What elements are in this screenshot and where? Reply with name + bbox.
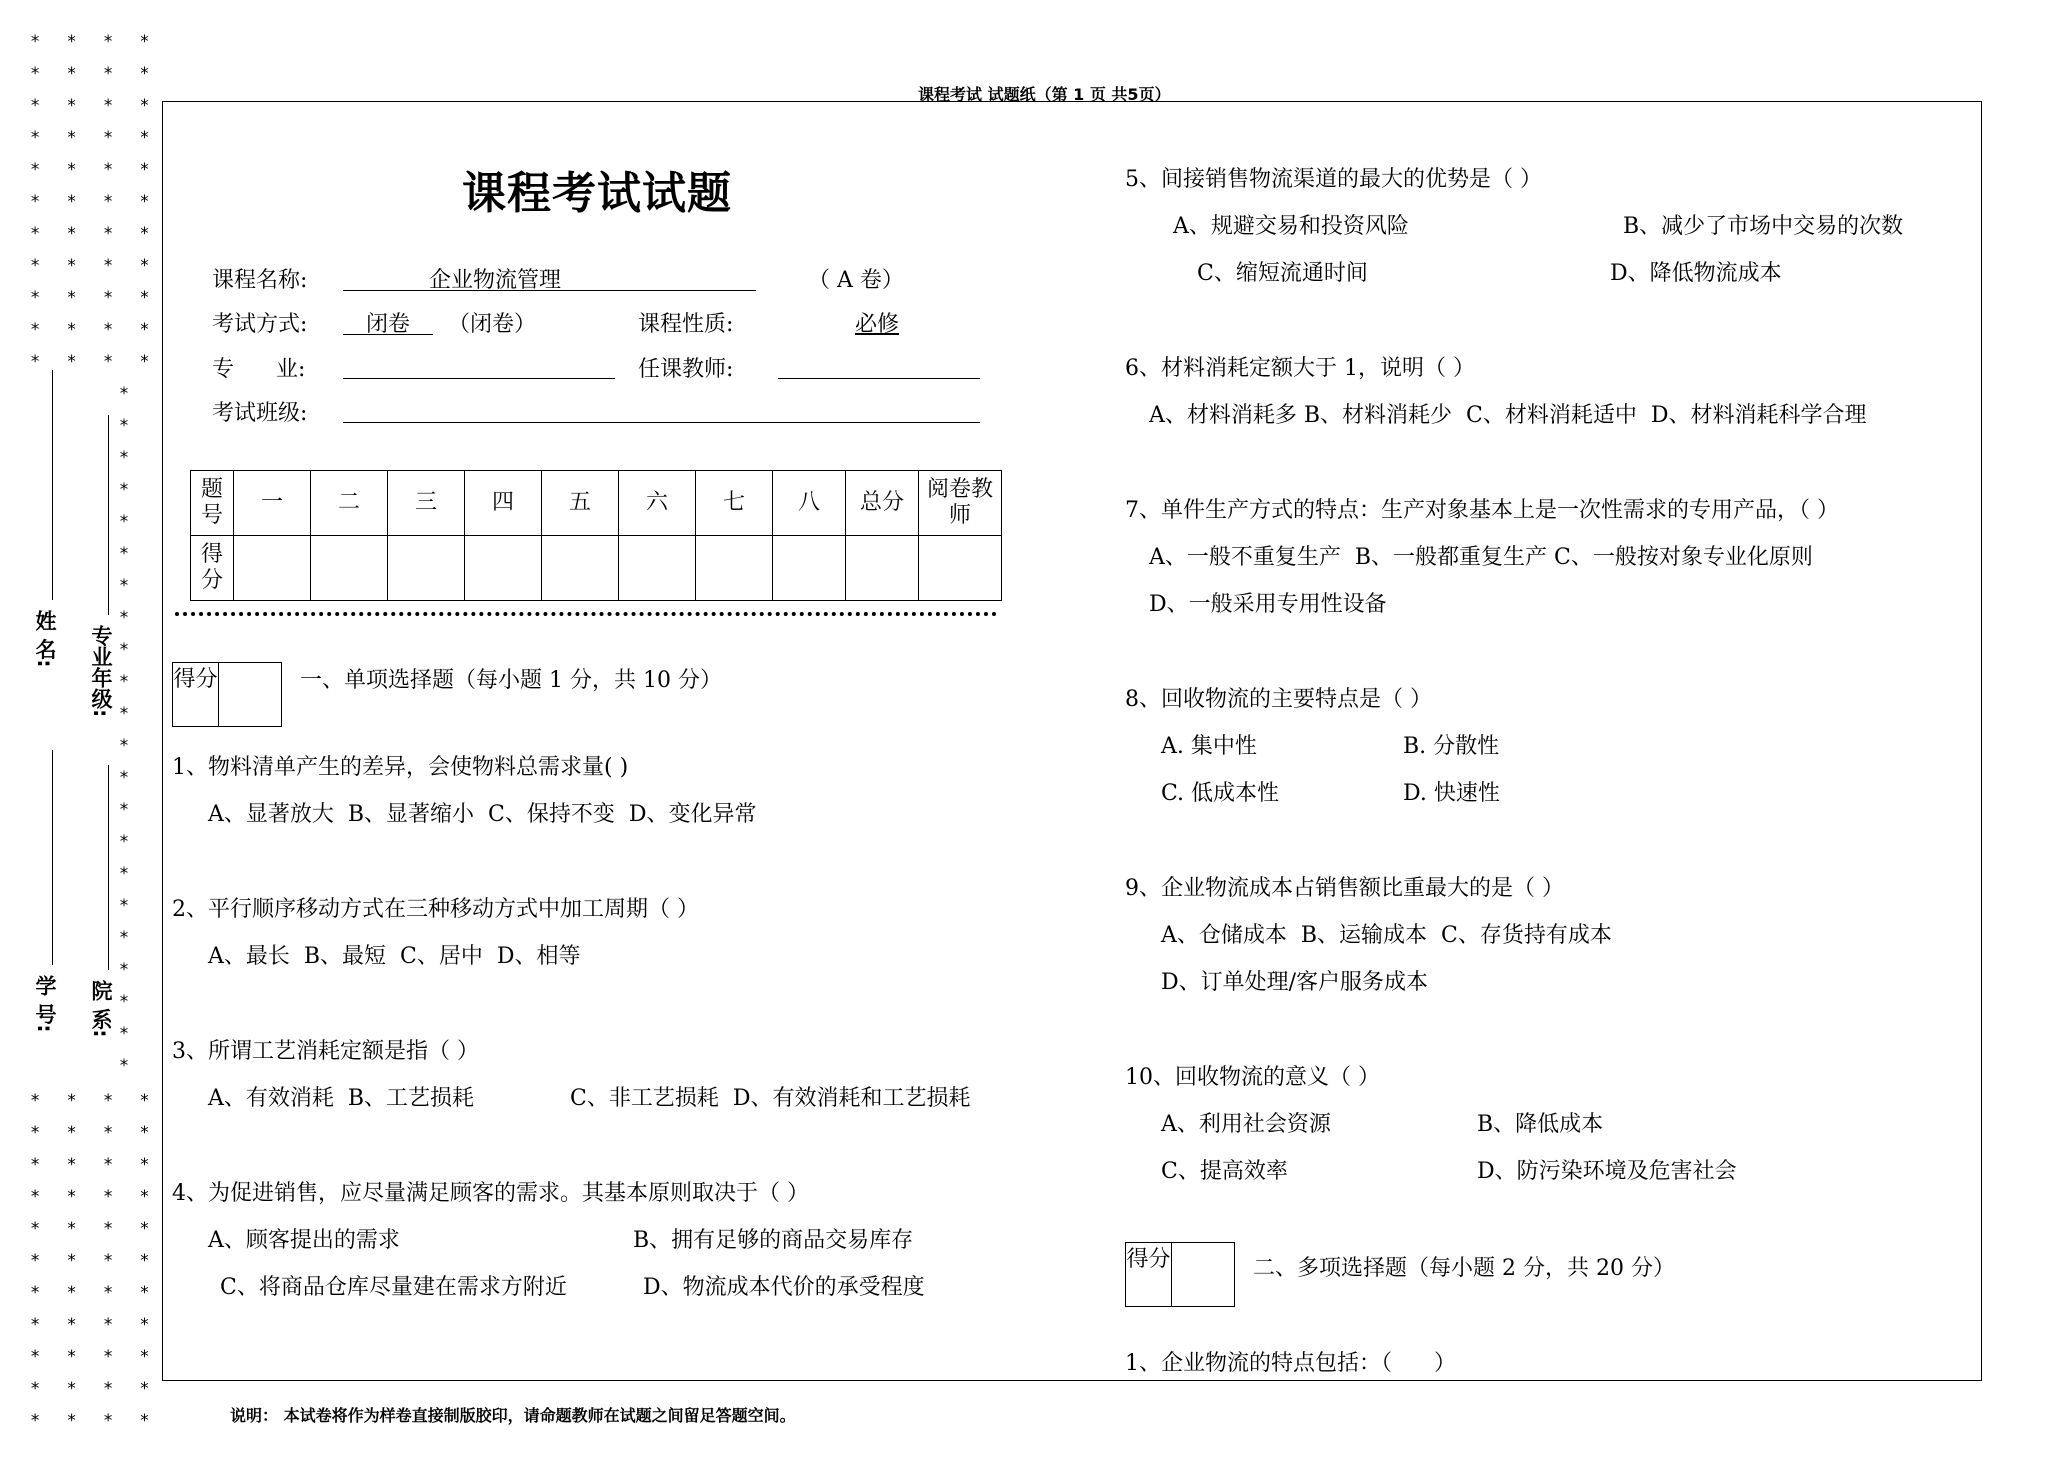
score-table-col: 五 bbox=[542, 471, 619, 536]
score-cell[interactable] bbox=[311, 536, 388, 601]
score-table-col: 七 bbox=[696, 471, 773, 536]
question-10-option-b: B、降低成本 bbox=[1477, 1112, 1604, 1137]
question-3-option-cd: C、非工艺损耗 D、有效消耗和工艺损耗 bbox=[570, 1086, 971, 1111]
score-cell[interactable] bbox=[846, 536, 919, 601]
star-row: * * * * bbox=[30, 96, 158, 116]
exam-class-field[interactable] bbox=[343, 422, 980, 423]
question-7-options-abc: A、一般不重复生产 B、一般都重复生产 C、一般按对象专业化原则 bbox=[1149, 545, 1813, 570]
star-row: * * * * bbox=[30, 1283, 158, 1303]
star-row: * * * * bbox=[30, 192, 158, 212]
star: * bbox=[118, 896, 130, 916]
margin-star-column bbox=[114, 378, 134, 1078]
question-9: 9、企业物流成本占销售额比重最大的是（ ） bbox=[1125, 876, 1564, 901]
major-field[interactable] bbox=[343, 378, 615, 379]
score-table-col: 六 bbox=[619, 471, 696, 536]
star-row: * * * * bbox=[30, 1187, 158, 1207]
question-8-option-b: B. 分散性 bbox=[1403, 734, 1500, 759]
question-8-option-c: C. 低成本性 bbox=[1161, 781, 1280, 806]
star-row: * * * * bbox=[30, 1219, 158, 1239]
star: * bbox=[118, 608, 130, 628]
teacher-field[interactable] bbox=[778, 378, 980, 379]
star-row: * * * * bbox=[30, 128, 158, 148]
question-1: 1、物料清单产生的差异，会使物料总需求量( ) bbox=[172, 755, 629, 780]
star: * bbox=[118, 1024, 130, 1044]
star-row: * * * * bbox=[30, 256, 158, 276]
score-table-col: 三 bbox=[388, 471, 465, 536]
score-cell[interactable] bbox=[919, 536, 1002, 601]
star: * bbox=[118, 1056, 130, 1076]
question-4-option-a: A、顾客提出的需求 bbox=[208, 1228, 400, 1253]
exam-mode-value: 闭卷 bbox=[366, 312, 411, 337]
score-cell[interactable] bbox=[465, 536, 542, 601]
question-1-options: A、显著放大 B、显著缩小 C、保持不变 D、变化异常 bbox=[208, 802, 757, 827]
question-4: 4、为促进销售，应尽量满足顾客的需求。其基本原则取决于（ ） bbox=[172, 1181, 809, 1206]
exam-mode-paren: （闭卷） bbox=[448, 312, 537, 337]
question-2-options: A、最长 B、最短 C、居中 D、相等 bbox=[208, 944, 581, 969]
question-4-option-b: B、拥有足够的商品交易库存 bbox=[633, 1228, 914, 1253]
star: * bbox=[118, 576, 130, 596]
score-cell[interactable] bbox=[542, 536, 619, 601]
star: * bbox=[118, 416, 130, 436]
page-footer-note: 说明： 本试卷将作为样卷直接制版胶印，请命题教师在试题之间留足答题空间。 bbox=[230, 1406, 796, 1425]
question-7: 7、单件生产方式的特点：生产对象基本上是一次性需求的专用产品，（ ） bbox=[1125, 498, 1839, 523]
name-label: 姓 名: bbox=[33, 610, 57, 668]
question-9-options-abc: A、仓储成本 B、运输成本 C、存货持有成本 bbox=[1161, 923, 1612, 948]
star-row: * * * * bbox=[30, 224, 158, 244]
score-table-col: 总分 bbox=[846, 471, 919, 536]
question-5-option-c: C、缩短流通时间 bbox=[1197, 261, 1368, 286]
question-6: 6、材料消耗定额大于 1，说明（ ） bbox=[1125, 356, 1475, 381]
star-row: * * * * bbox=[30, 160, 158, 180]
star-row: * * * * bbox=[30, 1251, 158, 1271]
exam-mode-label: 考试方式: bbox=[212, 312, 308, 337]
multi-question-1: 1、企业物流的特点包括：（ ） bbox=[1125, 1351, 1456, 1376]
question-4-option-d: D、物流成本代价的承受程度 bbox=[643, 1275, 925, 1300]
score-cell[interactable] bbox=[388, 536, 465, 601]
major-binding-line bbox=[108, 415, 109, 615]
star-row: * * * * bbox=[30, 64, 158, 84]
name-binding-line bbox=[52, 370, 53, 600]
score-box-label: 得分 bbox=[1126, 1243, 1172, 1306]
star: * bbox=[118, 704, 130, 724]
star-row: * * * * bbox=[30, 1091, 158, 1111]
score-table-col: 阅卷教师 bbox=[919, 471, 1002, 536]
star: * bbox=[118, 800, 130, 820]
star: * bbox=[118, 736, 130, 756]
student-id-label: 学 号: bbox=[33, 975, 57, 1033]
major-binding-line-lower bbox=[108, 765, 109, 970]
star-row: * * * * bbox=[30, 1315, 158, 1335]
question-8-option-a: A. 集中性 bbox=[1161, 734, 1257, 759]
star-row: * * * * bbox=[30, 320, 158, 340]
exam-class-label: 考试班级: bbox=[212, 401, 308, 426]
score-cell[interactable] bbox=[619, 536, 696, 601]
star: * bbox=[118, 480, 130, 500]
name-binding-line-lower bbox=[52, 750, 53, 965]
section2-title: 二、多项选择题（每小题 2 分，共 20 分） bbox=[1253, 1256, 1675, 1281]
question-5-option-b: B、减少了市场中交易的次数 bbox=[1623, 214, 1904, 239]
star: * bbox=[118, 512, 130, 532]
star-row: * * * * bbox=[30, 32, 158, 52]
dotted-separator bbox=[175, 612, 997, 616]
star-row: * * * * bbox=[30, 1411, 158, 1431]
star: * bbox=[118, 384, 130, 404]
paper-version: （ A 卷） bbox=[808, 268, 904, 293]
question-4-option-c: C、将商品仓库尽量建在需求方附近 bbox=[220, 1275, 567, 1300]
question-5-option-a: A、规避交易和投资风险 bbox=[1173, 214, 1409, 239]
star: * bbox=[118, 960, 130, 980]
question-8-option-d: D. 快速性 bbox=[1403, 781, 1500, 806]
section1-title: 一、单项选择题（每小题 1 分，共 10 分） bbox=[300, 668, 722, 693]
score-cell[interactable] bbox=[773, 536, 846, 601]
score-cell[interactable] bbox=[234, 536, 311, 601]
star: * bbox=[118, 544, 130, 564]
score-table-col: 二 bbox=[311, 471, 388, 536]
question-3-option-ab: A、有效消耗 B、工艺损耗 bbox=[208, 1086, 475, 1111]
question-7-option-d: D、一般采用专用性设备 bbox=[1149, 592, 1387, 617]
teacher-label: 任课教师: bbox=[638, 357, 734, 382]
star: * bbox=[118, 832, 130, 852]
course-nature-label: 课程性质: bbox=[638, 312, 734, 337]
question-8: 8、回收物流的主要特点是（ ） bbox=[1125, 687, 1432, 712]
score-table-row-head: 题号 bbox=[191, 471, 234, 536]
score-table-row-head: 得分 bbox=[191, 536, 234, 601]
course-name-label: 课程名称: bbox=[212, 268, 308, 293]
star-row: * * * * bbox=[30, 1347, 158, 1367]
score-table-col: 四 bbox=[465, 471, 542, 536]
star-row: * * * * bbox=[30, 352, 158, 372]
major-label: 专业年级: bbox=[89, 625, 113, 718]
question-10-option-a: A、利用社会资源 bbox=[1161, 1112, 1331, 1137]
question-10-option-c: C、提高效率 bbox=[1161, 1159, 1288, 1184]
score-table-col: 八 bbox=[773, 471, 846, 536]
department-label: 院 系: bbox=[89, 980, 113, 1038]
star-row: * * * * bbox=[30, 288, 158, 308]
page-header: 课程考试 试题纸（第 1 页 共5页） bbox=[918, 85, 1171, 104]
question-3: 3、所谓工艺消耗定额是指（ ） bbox=[172, 1039, 479, 1064]
score-table bbox=[190, 470, 1002, 601]
star: * bbox=[118, 992, 130, 1012]
question-10-option-d: D、防污染环境及危害社会 bbox=[1477, 1159, 1737, 1184]
question-2: 2、平行顺序移动方式在三种移动方式中加工周期（ ） bbox=[172, 897, 699, 922]
question-10: 10、回收物流的意义（ ） bbox=[1125, 1065, 1380, 1090]
star-row: * * * * bbox=[30, 1379, 158, 1399]
star: * bbox=[118, 768, 130, 788]
major-label: 专 业: bbox=[212, 357, 306, 382]
star: * bbox=[118, 640, 130, 660]
question-9-option-d: D、订单处理/客户服务成本 bbox=[1161, 970, 1429, 995]
star-row: * * * * bbox=[30, 1155, 158, 1175]
star: * bbox=[118, 672, 130, 692]
section2-score-box[interactable] bbox=[1125, 1242, 1235, 1307]
score-cell[interactable] bbox=[696, 536, 773, 601]
score-box-label: 得分 bbox=[173, 663, 219, 726]
star: * bbox=[118, 448, 130, 468]
course-nature-value: 必修 bbox=[855, 312, 900, 337]
star-row: * * * * bbox=[30, 1123, 158, 1143]
question-6-options: A、材料消耗多 B、材料消耗少 C、材料消耗适中 D、材料消耗科学合理 bbox=[1149, 403, 1867, 428]
question-5-option-d: D、降低物流成本 bbox=[1610, 261, 1782, 286]
section1-score-box[interactable] bbox=[172, 662, 282, 727]
question-5: 5、间接销售物流渠道的最大的优势是（ ） bbox=[1125, 167, 1542, 192]
star: * bbox=[118, 928, 130, 948]
course-name-value: 企业物流管理 bbox=[429, 268, 562, 293]
star: * bbox=[118, 864, 130, 884]
page-title: 课程考试试题 bbox=[462, 168, 732, 219]
score-table-col: 一 bbox=[234, 471, 311, 536]
